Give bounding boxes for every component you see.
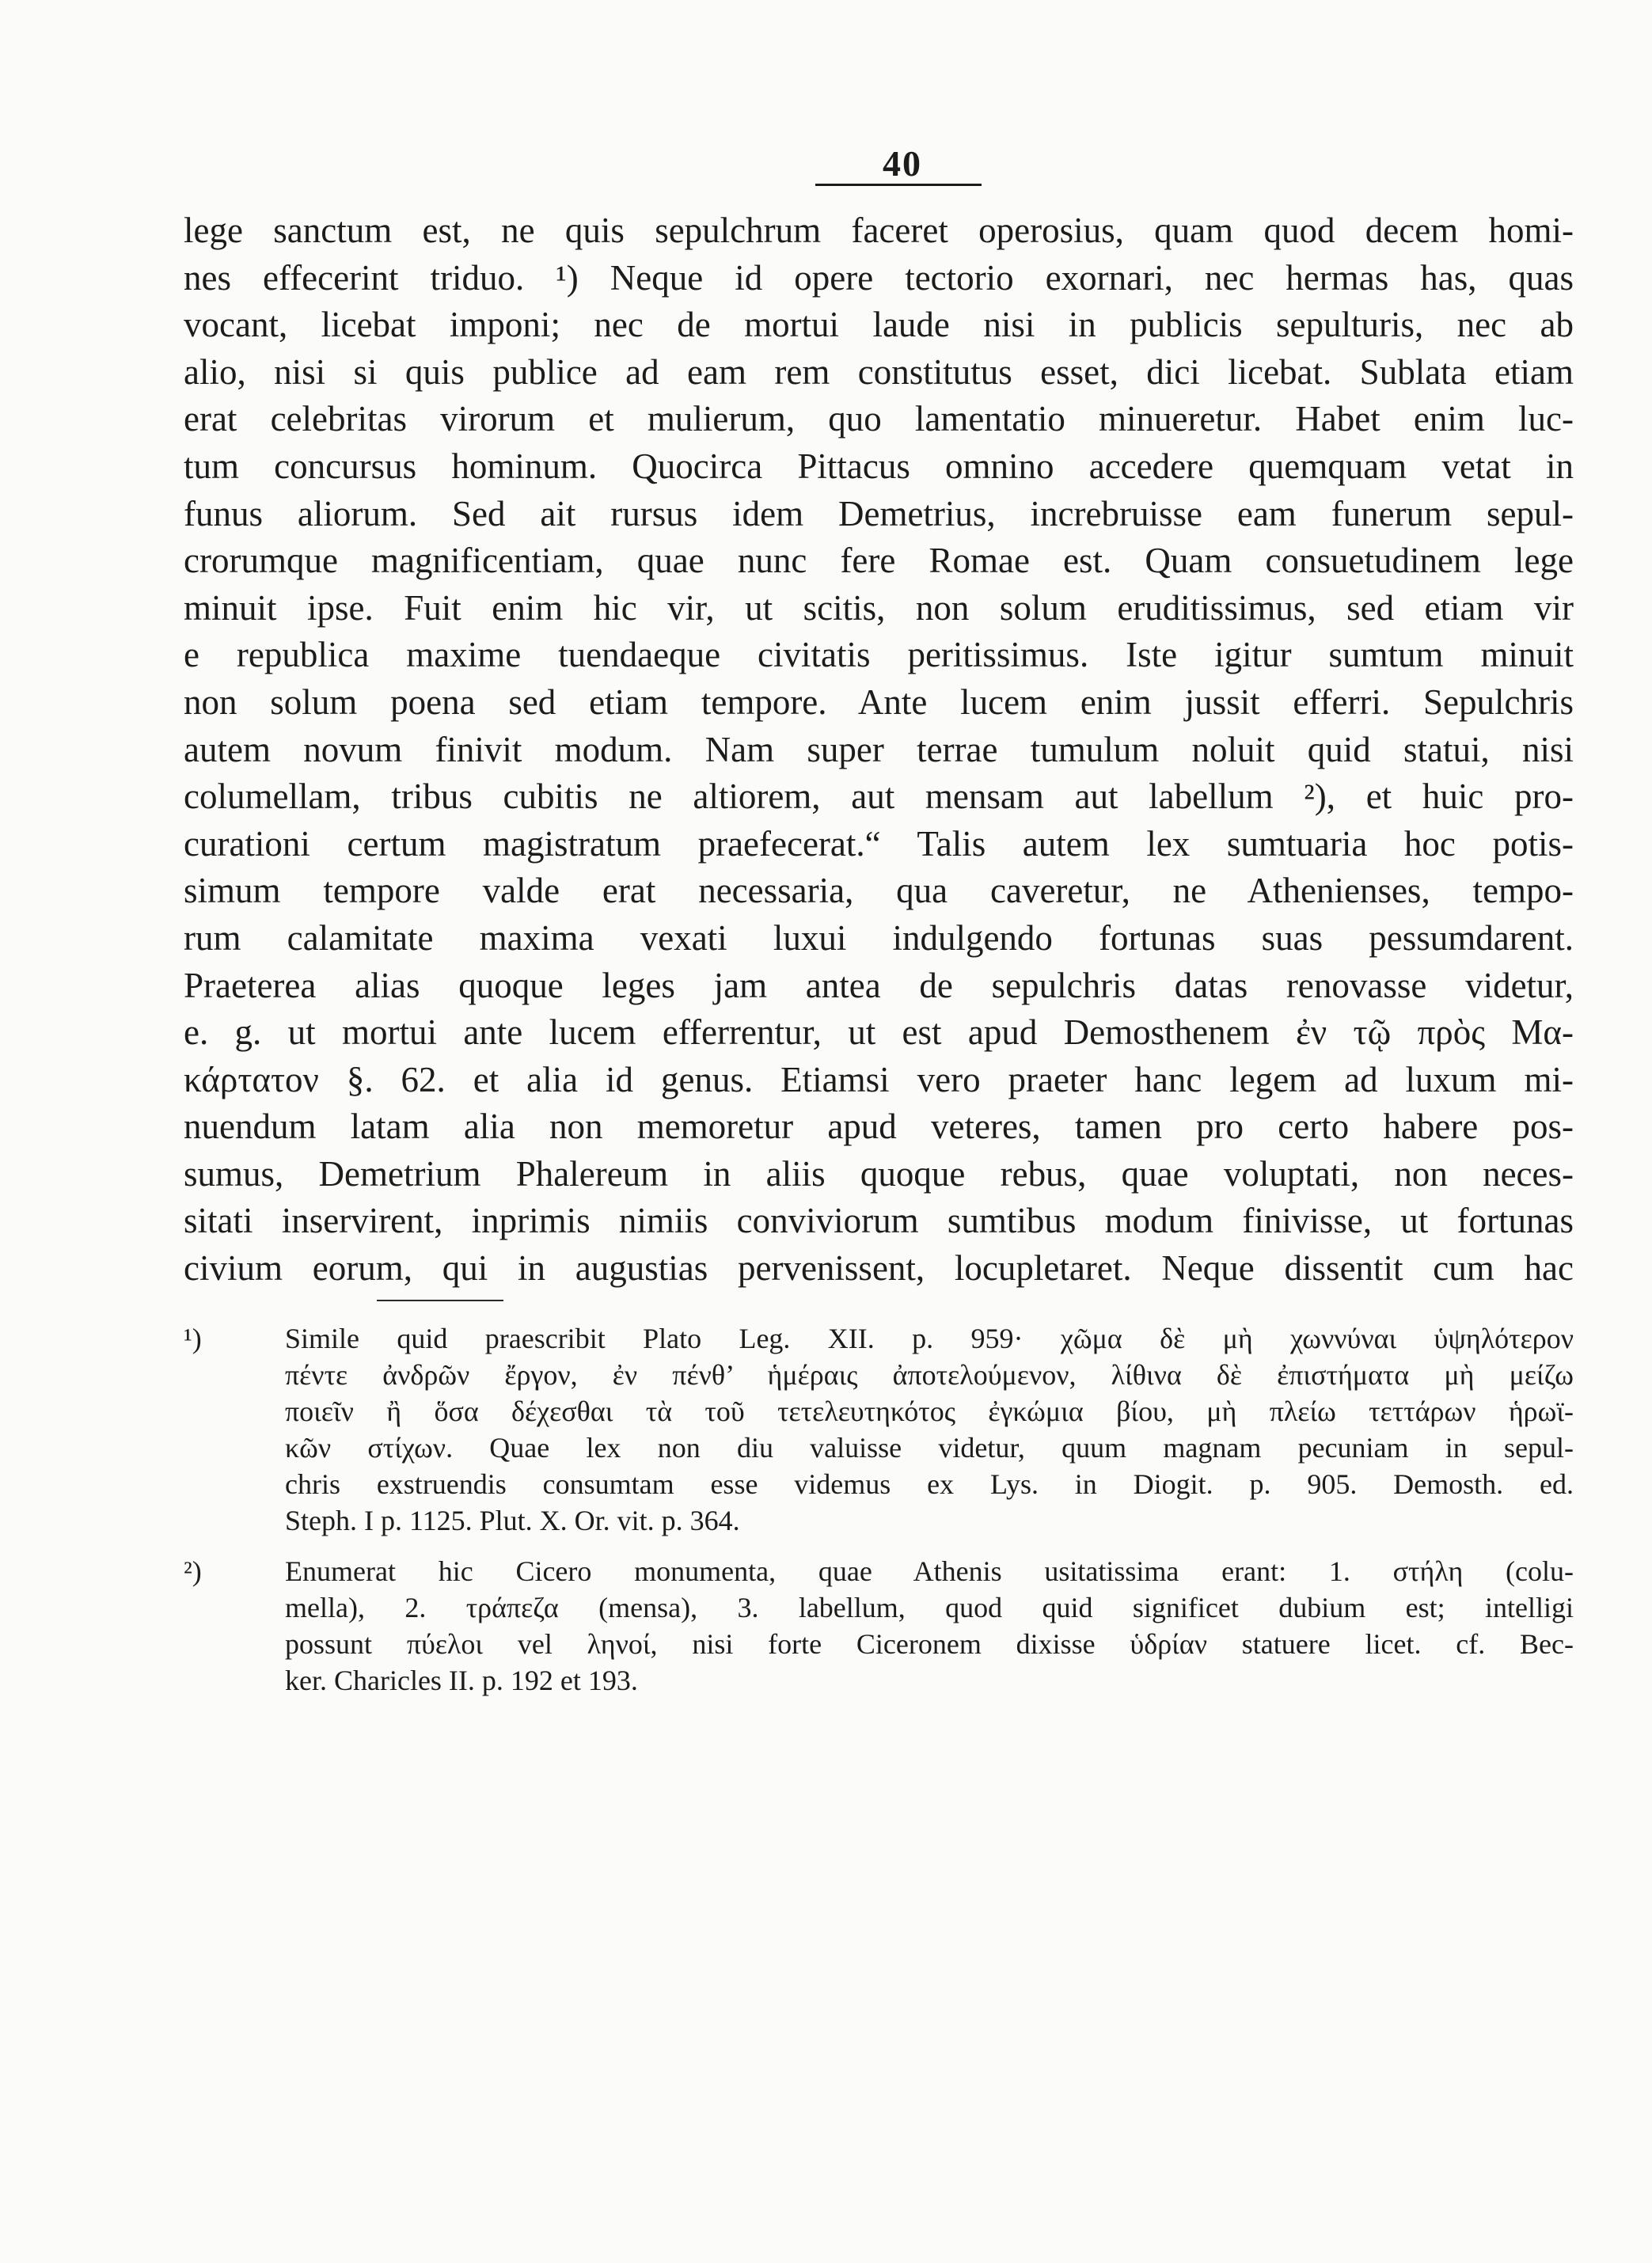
footnote-1-line: Steph. I p. 1125. Plut. X. Or. vit. p. 364. — [285, 1505, 740, 1536]
footnote-1-line: πέντε ἀνδρῶν ἔργον, ἐν πένθ’ ἡμέραις ἀποτελούμενον, λίθινα δὲ ἐπιστήματα μὴ μείζω — [285, 1359, 1574, 1391]
footnote-1-text: Simile quid praescribit Plato Leg. XII. p. 959· χῶμα δὲ μὴ χωννύναι ὑψηλότερον — [285, 1323, 1574, 1354]
footnote-2-line: possunt πύελοι vel ληνοί, nisi forte Ciceronem dixisse ὑδρίαν statuere licet. cf. Bec- — [285, 1628, 1574, 1660]
footnote-1-line: ποιεῖν ἢ ὅσα δέχεσθαι τὰ τοῦ τετελευτηκότος ἐγκώμια βίου, μὴ πλείω τεττάρων ἡρωϊ- — [285, 1395, 1574, 1427]
text-line: erat celebritas virorum et mulierum, quo lamentatio minueretur. Habet enim luc- — [184, 399, 1574, 439]
text-line: e republica maxime tuendaeque civitatis peritissimus. Iste igitur sumtum minuit — [184, 635, 1574, 675]
text-line: nuendum latam alia non memoretur apud veteres, tamen pro certo habere pos- — [184, 1107, 1574, 1147]
footnote-2-marker: ²) — [184, 1555, 202, 1587]
text-line: minuit ipse. Fuit enim hic vir, ut scitis, non solum eruditissimus, sed etiam vir — [184, 587, 1574, 628]
text-line: Praeterea alias quoque leges jam antea de sepulchris datas renovasse videtur, — [184, 965, 1574, 1005]
text-line: non solum poena sed etiam tempore. Ante lucem enim jussit efferri. Sepulchris — [184, 682, 1574, 722]
text-line: crorumque magnificentiam, quae nunc fere Romae est. Quam consuetudinem lege — [184, 541, 1574, 581]
footnote-1-line: chris exstruendis consumtam esse videmus ex Lys. in Diogit. p. 905. Demosth. ed. — [285, 1468, 1574, 1500]
text-line: funus aliorum. Sed ait rursus idem Demetrius, increbruisse eam funerum sepul- — [184, 493, 1574, 533]
text-line: sitati inservirent, inprimis nimiis conviviorum sumtibus modum finivisse, ut fortunas — [184, 1201, 1574, 1241]
text-line: civium eorum, qui in augustias pervenissent, locupletaret. Neque dissentit cum hac — [184, 1248, 1574, 1289]
text-line: simum tempore valde erat necessaria, qua caveretur, ne Athenienses, tempo- — [184, 871, 1574, 911]
footnote-1-line — [184, 1320, 1574, 1357]
text-line: autem novum finivit modum. Nam super terrae tumulum noluit quid statui, nisi — [184, 729, 1574, 769]
footnote-2-line: mella), 2. τράπεζα (mensa), 3. labellum, quod quid significet dubium est; intelligi — [285, 1592, 1574, 1623]
footnote-2-line: ker. Charicles II. p. 192 et 193. — [285, 1665, 638, 1696]
footnote-1-line: κῶν στίχων. Quae lex non diu valuisse videtur, quum magnam pecuniam in sepul- — [285, 1432, 1574, 1464]
text-line: tum concursus hominum. Quocirca Pittacus omnino accedere quemquam vetat in — [184, 446, 1574, 486]
page-number: 40 — [883, 143, 922, 184]
footnotes — [184, 1320, 1574, 1699]
text-line: lege sanctum est, ne quis sepulchrum faceret operosius, quam quod decem homi- — [184, 211, 1574, 250]
page-number-rule — [815, 184, 982, 186]
footnote-1-marker: ¹) — [184, 1323, 202, 1354]
text-line: nes effecerint triduo. ¹) Neque id opere tectorio exornari, nec hermas has, quas — [184, 257, 1574, 298]
footnote-separator — [377, 1300, 503, 1301]
text-line: alio, nisi si quis publice ad eam rem constitutus esset, dici licebat. Sublata etiam — [184, 351, 1574, 392]
main-text — [184, 207, 1574, 1293]
text-line: columellam, tribus cubitis ne altiorem, aut mensam aut labellum ²), et huic pro- — [184, 776, 1574, 817]
footnote-2-text: Enumerat hic Cicero monumenta, quae Athenis usitatissima erant: 1. στήλη (colu- — [285, 1555, 1574, 1587]
footnote-gap — [184, 1539, 1574, 1553]
text-line: κάρτατον §. 62. et alia id genus. Etiamsi vero praeter hanc legem ad luxum mi- — [184, 1059, 1574, 1099]
text-line: rum calamitate maxima vexati luxui indulgendo fortunas suas pessumdarent. — [184, 917, 1574, 958]
text-line: curationi certum magistratum praefecerat.“ Talis autem lex sumtuaria hoc potis- — [184, 823, 1574, 864]
text-line: e. g. ut mortui ante lucem efferrentur, ut est apud Demosthenem ἐν τῷ πρὸς Μα- — [184, 1012, 1574, 1053]
text-line: vocant, licebat imponi; nec de mortui laude nisi in publicis sepulturis, nec ab — [184, 305, 1574, 345]
text-line: sumus, Demetrium Phalereum in aliis quoque rebus, quae voluptati, non neces- — [184, 1153, 1574, 1194]
footnote-2-line — [184, 1553, 1574, 1589]
